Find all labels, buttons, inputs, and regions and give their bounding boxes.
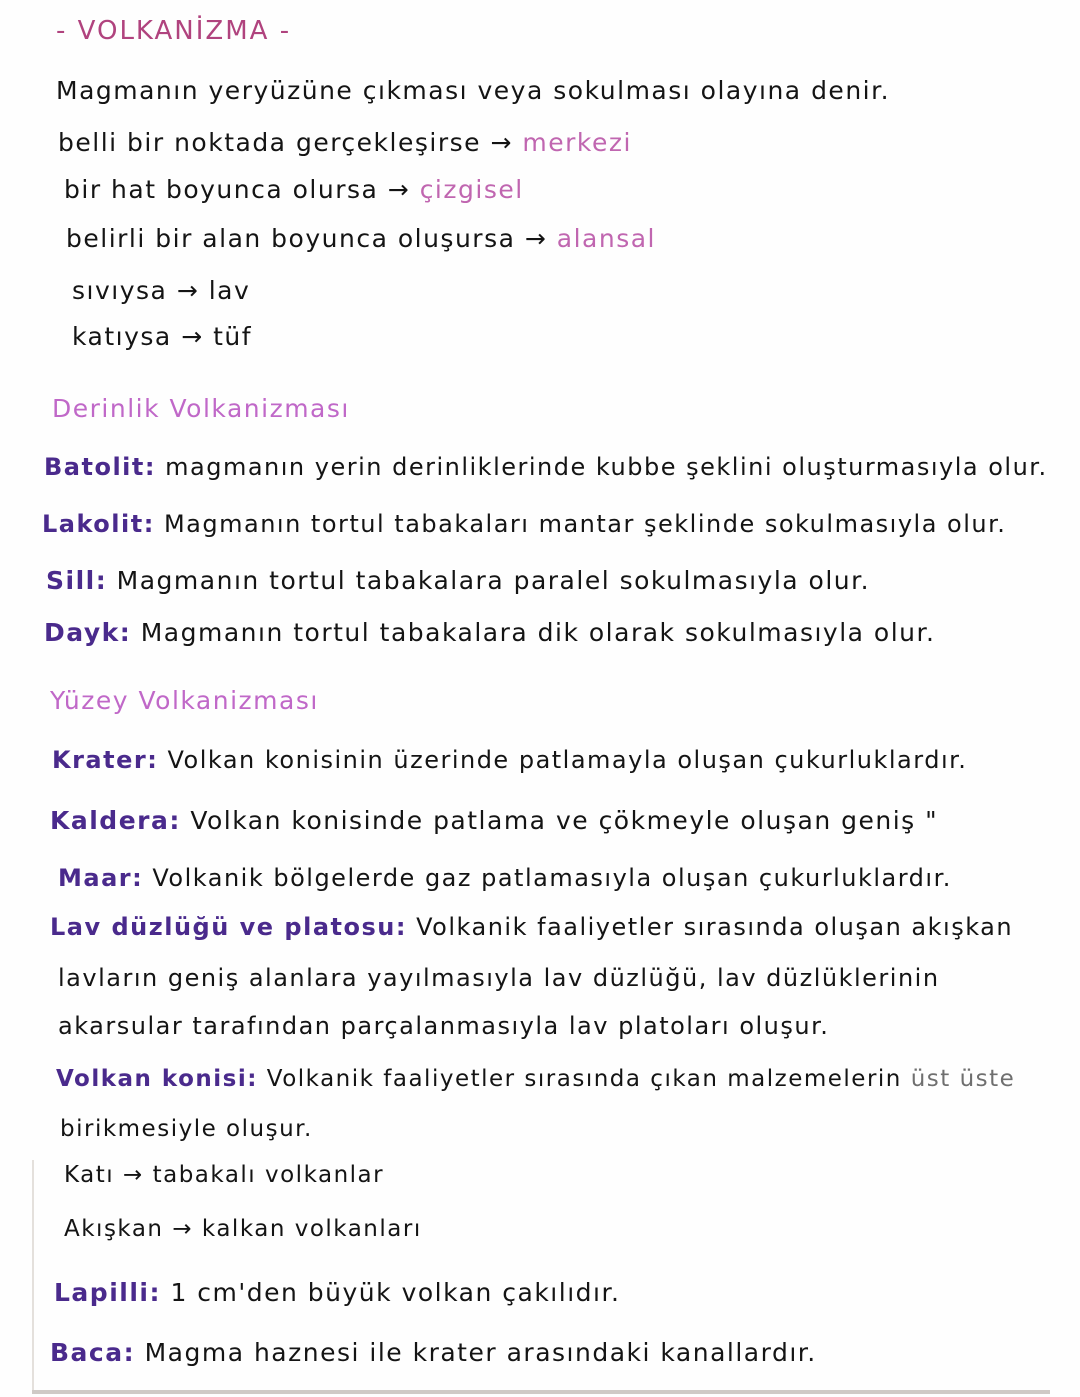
definition-lakolit [42,512,1006,536]
arrow-icon: → [181,322,204,351]
term-description-faint: üst üste [910,1066,1016,1092]
paper-edge-left [32,1160,34,1392]
page-title: - VOLKANİZMA - [56,16,292,46]
paper-edge-bottom [32,1390,1050,1394]
term-label: Krater: [52,746,159,774]
term-description: Magmanın tortul tabakaları mantar şeklinde sokulmasıyla olur. [163,510,1007,538]
term-label: Lav düzlüğü ve platosu: [50,913,407,941]
definition-continuation: birikmesiyle oluşur. [60,1116,313,1142]
term-label: Maar: [58,864,144,892]
definition-krater [52,748,967,772]
term-description: Magmanın tortul tabakalara dik olarak sokulmasıyla olur. [140,618,936,647]
type-result: merkezi [522,128,632,157]
term-description: 1 cm'den büyük volkan çakılıdır. [170,1278,621,1307]
type-result: alansal [556,224,657,253]
term-label: Lakolit: [42,510,155,538]
section-heading-yuzey: Yüzey Volkanizması [50,686,319,715]
type-condition: bir hat boyunca olursa [64,175,379,204]
definition-dayk [44,620,935,645]
definition-lav-duzlugu [50,915,1013,939]
cone-result: tabakalı volkanlar [152,1162,385,1188]
type-condition: belirli bir alan boyunca oluşursa [66,224,516,253]
arrow-icon: → [490,128,513,157]
arrow-icon: → [172,1216,194,1242]
type-row-alansal [66,226,656,251]
definition-continuation: akarsular tarafından parçalanmasıyla lav platoları oluşur. [58,1012,830,1040]
term-label: Lapilli: [54,1278,161,1307]
definition-continuation: lavların geniş alanlara yayılmasıyla lav düzlüğü, lav düzlüklerinin [58,964,940,992]
section-heading-derinlik: Derinlik Volkanizması [52,394,350,423]
state-row-tuf [72,324,252,349]
type-row-cizgisel [64,177,524,202]
term-description: magmanın yerin derinliklerinde kubbe şeklini oluşturmasıyla olur. [165,453,1048,481]
arrow-icon: → [176,276,200,305]
term-description: Volkan konisinin üzerinde patlamayla oluşan çukurluklardır. [167,746,968,774]
term-label: Volkan konisi: [56,1066,258,1092]
state-row-lav [72,278,250,303]
definition-kaldera [50,808,938,833]
arrow-icon: → [524,224,548,253]
term-description: Volkan konisinde patlama ve çökmeyle oluşan geniş " [190,806,939,835]
term-description: Volkanik faaliyetler sırasında çıkan malzemelerin [266,1066,902,1092]
cone-type-row-kati [64,1164,384,1187]
cone-type-row-akiskan [64,1218,422,1241]
term-label: Kaldera: [50,806,181,835]
definition-batolit [44,455,1048,479]
state-condition: sıvıysa [72,276,168,305]
term-label: Baca: [50,1338,136,1367]
definition-text: Magmanın yeryüzüne çıkması veya sokulması olayına denir. [56,76,891,105]
type-condition: belli bir noktada gerçekleşirse [58,128,482,157]
term-description: Magmanın tortul tabakalara paralel sokulmasıyla olur. [116,566,871,595]
definition-sill [46,568,870,593]
definition-maar [58,866,952,890]
arrow-icon: → [387,175,411,204]
state-result: tüf [213,322,253,351]
term-label: Batolit: [44,453,156,481]
cone-condition: Akışkan [64,1216,164,1242]
state-condition: katıysa [72,322,172,351]
definition-baca [50,1340,817,1365]
state-result: lav [208,276,251,305]
definition-lapilli [54,1280,620,1305]
type-result: çizgisel [419,175,524,204]
type-row-merkezi [58,130,632,155]
term-label: Dayk: [44,618,132,647]
term-description: Magma haznesi ile krater arasındaki kanallardır. [144,1338,817,1367]
arrow-icon: → [123,1162,144,1188]
term-description: Volkanik faaliyetler sırasında oluşan akışkan [416,913,1014,941]
term-label: Sill: [46,566,108,595]
cone-result: kalkan volkanları [201,1216,422,1242]
cone-condition: Katı [64,1162,115,1188]
definition-volkan-konisi [56,1068,1015,1091]
term-description: Volkanik bölgelerde gaz patlamasıyla oluşan çukurluklardır. [152,864,952,892]
